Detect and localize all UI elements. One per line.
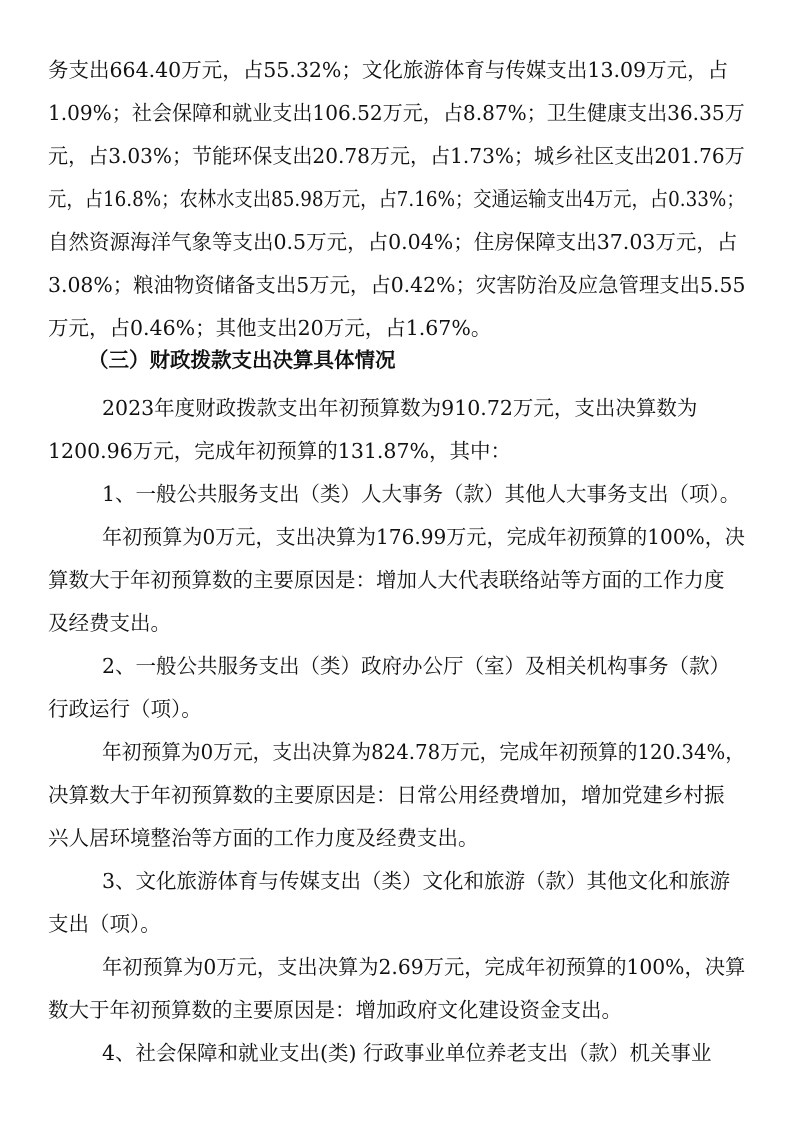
paragraph-line: 1.09%；社会保障和就业支出106.52万元，占8.87%；卫生健康支出36.35万 <box>48 101 745 125</box>
paragraph-line: 年初预算为0万元，支出决算为824.78万元，完成年初预算的120.34%， <box>102 740 745 764</box>
section-heading: （三）财政拨款支出决算具体情况 <box>88 348 396 372</box>
paragraph-line: 算数大于年初预算数的主要原因是：增加人大代表联络站等方面的工作力度 <box>48 568 725 592</box>
item-heading-line: 1、一般公共服务支出（类）人大事务（款）其他人大事务支出（项）。 <box>102 482 741 506</box>
item-heading-line: 行政运行（项）。 <box>48 697 202 721</box>
paragraph-line: 万元，占0.46%；其他支出20万元，占1.67%。 <box>48 316 492 340</box>
paragraph-line: 元，占3.03%；节能环保支出20.78万元，占1.73%；城乡社区支出201.76万 <box>48 144 745 168</box>
item-heading-line: 支出（项）。 <box>48 912 161 936</box>
paragraph-line: 1200.96万元，完成年初预算的131.87%，其中： <box>48 439 511 463</box>
paragraph-line: 决算数大于年初预算数的主要原因是：日常公用经费增加，增加党建乡村振 <box>48 783 725 807</box>
item-heading-line: 4、社会保障和就业支出(类) 行政事业单位养老支出（款）机关事业 <box>102 1041 712 1065</box>
paragraph-line: 及经费支出。 <box>48 611 171 635</box>
paragraph-line: 2023年度财政拨款支出年初预算数为910.72万元，支出决算数为 <box>102 396 698 420</box>
paragraph-line: 年初预算为0万元，支出决算为176.99万元，完成年初预算的100%，决 <box>102 525 745 549</box>
item-heading-line: 3、文化旅游体育与传媒支出（类）文化和旅游（款）其他文化和旅游 <box>102 869 731 893</box>
paragraph-line: 年初预算为0万元，支出决算为2.69万元，完成年初预算的100%，决算 <box>102 955 746 979</box>
paragraph-line: 兴人居环境整治等方面的工作力度及经费支出。 <box>48 826 479 850</box>
paragraph-line: 3.08%；粮油物资储备支出5万元，占0.42%；灾害防治及应急管理支出5.55 <box>48 273 746 297</box>
paragraph-line: 自然资源海洋气象等支出0.5万元，占0.04%；住房保障支出37.03万元，占 <box>48 230 738 254</box>
paragraph-line: 务支出664.40万元，占55.32%；文化旅游体育与传媒支出13.09万元，占 <box>48 58 729 82</box>
paragraph-line: 数大于年初预算数的主要原因是：增加政府文化建设资金支出。 <box>48 998 622 1022</box>
item-heading-line: 2、一般公共服务支出（类）政府办公厅（室）及相关机构事务（款） <box>102 654 731 678</box>
paragraph-line: 元，占16.8%；农林水支出85.98万元，占7.16%；交通运输支出4万元，占0.33%； <box>48 187 745 211</box>
